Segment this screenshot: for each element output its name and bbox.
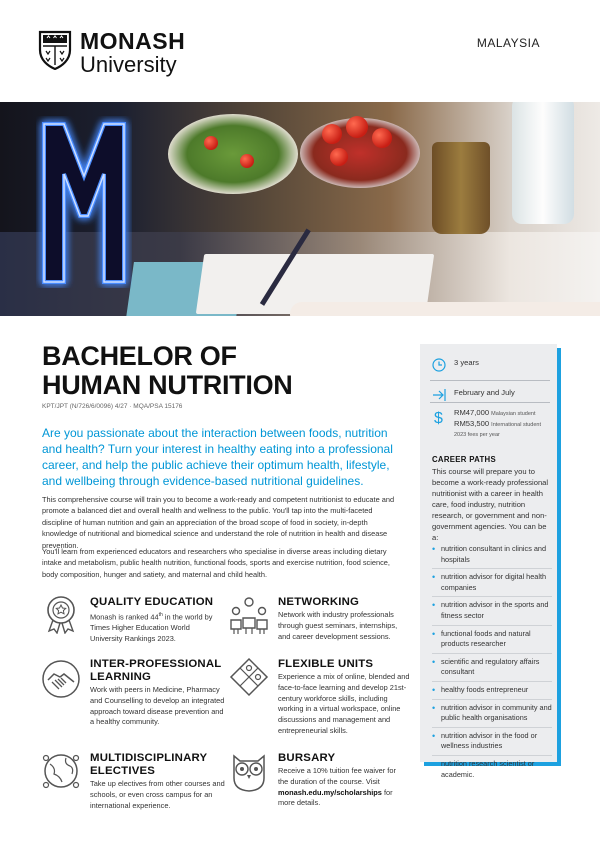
- course-info-panel: [420, 344, 557, 779]
- list-item: • nutrition advisor in the food or wellness industries: [432, 731, 552, 756]
- clock-icon: [432, 358, 454, 372]
- feature-multidisciplinary-electives: MULTIDISCIPLINARY ELECTIVES Take up electives from other courses and schools, or even cross campus for an international experience.: [90, 752, 225, 810]
- puzzle-icon: [228, 656, 270, 698]
- scholarships-link[interactable]: monash.edu.my/scholarships: [278, 787, 382, 797]
- list-item: • nutrition advisor in community and public health organisations: [432, 703, 552, 728]
- fees-row: $ RM47,000 Malaysian student RM53,500 International student 2023 fees per year: [434, 408, 542, 438]
- list-item: • nutrition advisor in the sports and fitness sector: [432, 600, 552, 625]
- svg-text:$: $: [434, 410, 443, 426]
- list-item: • nutrition research scientist or academic.: [432, 759, 552, 783]
- logo-wordmark-university: University: [80, 52, 177, 77]
- feature-quality-education: QUALITY EDUCATION Monash is ranked 44th in the world by Times Higher Education World University Rankings 2023.: [90, 596, 214, 644]
- dollar-icon: [432, 408, 454, 426]
- monash-logo: [38, 30, 185, 76]
- feature-networking: NETWORKING Network with industry professionals through guest seminars, internships, and career development sessions.: [278, 596, 398, 641]
- list-item: • functional foods and natural products researcher: [432, 629, 552, 654]
- monash-crest-icon: [38, 30, 72, 70]
- feature-flexible-units: FLEXIBLE UNITS Experience a mix of online, blended and face-to-face learning and develop 21st-century workforce skills, including working in a virtual workspace, online discussions and management and entrepreneurial skills.: [278, 658, 410, 735]
- intake-row: February and July: [432, 388, 550, 402]
- duration-row: 3 years: [432, 358, 550, 372]
- course-code: KPT/JPT (N/726/6/0096) 4/27 · MQA/PSA 15176: [42, 403, 183, 410]
- course-title: BACHELOR OF HUMAN NUTRITION: [42, 341, 293, 400]
- list-item: • healthy foods entrepreneur: [432, 685, 552, 700]
- salad-bowl: [168, 114, 298, 194]
- owl-icon: [228, 750, 270, 792]
- career-paths-intro: This course will prepare you to become a work-ready professional nutritionist with a career in health care, food industry, nutrition research, or government and non-government agencies. You can be a:: [432, 467, 549, 542]
- neon-m-sign: [36, 116, 132, 288]
- people-network-icon: [228, 594, 270, 636]
- list-item: • nutrition advisor for digital health companies: [432, 572, 552, 597]
- award-badge-icon: [40, 592, 82, 634]
- career-paths-list: [432, 544, 552, 786]
- country-label: MALAYSIA: [476, 36, 540, 50]
- smoothie-glass: [432, 142, 490, 234]
- arrow-right-icon: [432, 388, 454, 402]
- career-paths-heading: CAREER PATHS: [432, 455, 496, 464]
- handshake-icon: [40, 658, 82, 700]
- logo-wordmark-monash: MONASH: [80, 28, 186, 54]
- hero-image: [0, 102, 600, 316]
- list-item: • scientific and regulatory affairs consultant: [432, 657, 552, 682]
- list-item: • nutrition consultant in clinics and hospitals: [432, 544, 552, 569]
- feature-bursary: BURSARY Receive a 10% tuition fee waiver for the duration of the course. Visit monash.edu.my/scholarships for more details.: [278, 752, 396, 808]
- lead-paragraph: Are you passionate about the interaction between foods, nutrition and health? Turn your interest in healthy eating into a professional career, and help the public achieve their optimum health, lifestyle, and wellbeing through evidence-based nutritional guidelines.: [42, 426, 393, 488]
- feature-inter-professional-learning: INTER-PROFESSIONAL LEARNING Work with peers in Medicine, Pharmacy and Counselling to develop an integrated approach toward disease prevention and a healthy community.: [90, 658, 225, 727]
- body-paragraph-1: This comprehensive course will train you to become a work-ready and competent nutritionist to educate and promote a balanced diet and overall health and wellness to the public. You'll tap into the multi-faceted discipline of human nutrition and gain an appreciation of the broad scope of food in society, in-depth knowledge of nutritional and biomedical science and understand the role of nutrition in health and disease prevention.: [42, 495, 395, 550]
- page-header: [0, 0, 600, 102]
- globe-network-icon: [40, 750, 82, 792]
- water-bottle: [512, 102, 574, 224]
- body-paragraph-2: You'll learn from experienced educators and researchers who specialise in diverse areas including dietary intake and metabolism, public health nutrition, functional foods, sports and exercise nutrition, food science, body composition, hunger and satiety, and maternal and child health.: [42, 547, 390, 579]
